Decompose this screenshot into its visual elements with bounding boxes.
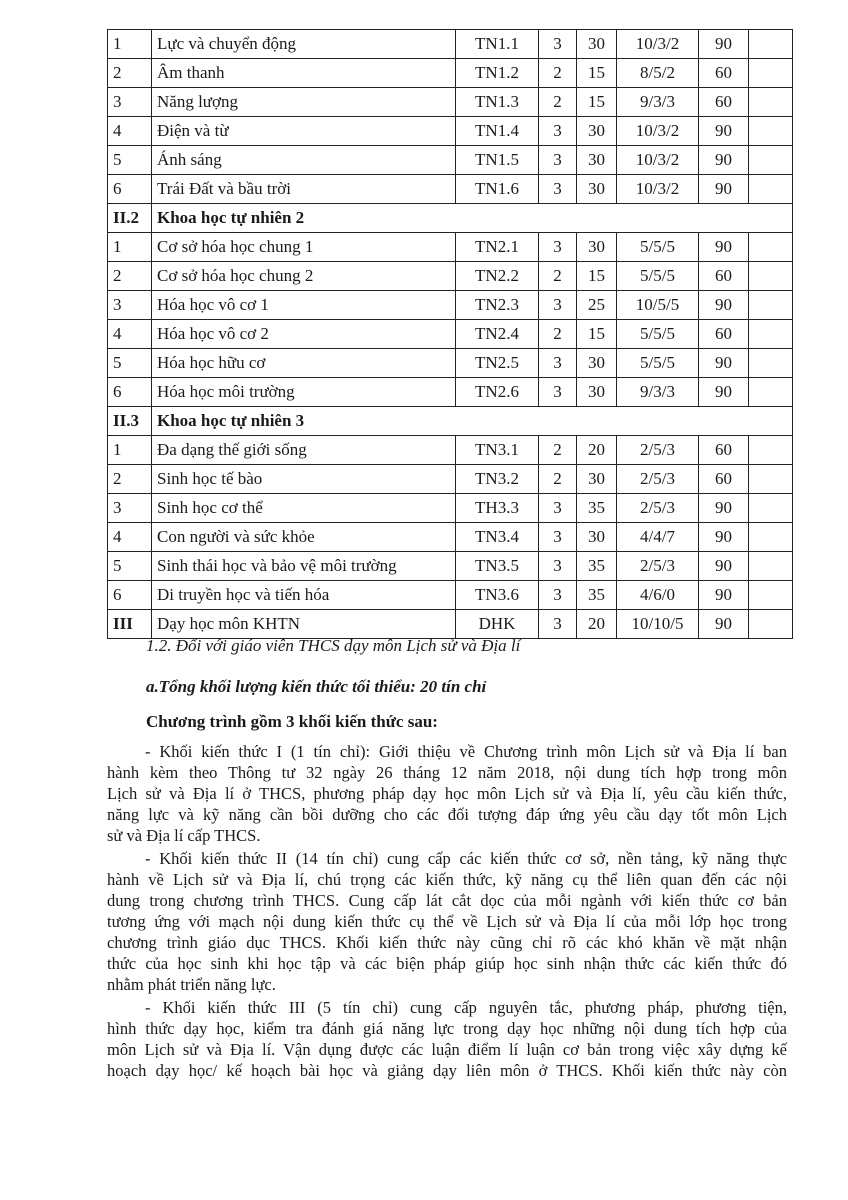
total-hours-cell: 90 (699, 117, 749, 146)
note-cell (749, 117, 793, 146)
paragraph-line: hình thức dạy học, kiểm tra đánh giá năng lực trong dạy học những nội dung tích hợp của (107, 1019, 787, 1038)
hours-cell: 30 (577, 117, 617, 146)
curriculum-table (107, 29, 793, 639)
table-row (108, 581, 793, 610)
hours-cell: 30 (577, 349, 617, 378)
total-hours-cell: 90 (699, 233, 749, 262)
module-name-cell: Năng lượng (152, 88, 456, 117)
module-name-cell: Con người và sức khỏe (152, 523, 456, 552)
row-number-cell: 1 (108, 30, 152, 59)
paragraph-block-2 (107, 848, 787, 995)
table-row (108, 117, 793, 146)
module-name-cell: Cơ sở hóa học chung 1 (152, 233, 456, 262)
ratio-cell: 5/5/5 (617, 320, 699, 349)
module-name-cell: Hóa học hữu cơ (152, 349, 456, 378)
table-row (108, 88, 793, 117)
paragraph-line: thức của học sinh khi học tập và các biện pháp giúp học sinh nhận thức các kiến thức đó (107, 954, 787, 973)
module-code-cell: TN2.5 (456, 349, 539, 378)
table-row (108, 291, 793, 320)
hours-cell: 25 (577, 291, 617, 320)
credits-cell: 3 (539, 175, 577, 204)
paragraph-line: - Khối kiến thức III (5 tín chỉ) cung cấp nguyên tắc, phương pháp, phương tiện, (145, 998, 787, 1017)
module-name-cell: Hóa học vô cơ 2 (152, 320, 456, 349)
paragraph-line: năng lực và kỹ năng cần bồi dưỡng cho các đối tượng đáp ứng yêu cầu dạy tốt môn Lịch (107, 805, 787, 824)
total-hours-cell: 60 (699, 88, 749, 117)
module-code-cell: TN2.2 (456, 262, 539, 291)
curriculum-table-body (108, 30, 793, 639)
note-cell (749, 378, 793, 407)
table-row (108, 523, 793, 552)
ratio-cell: 5/5/5 (617, 233, 699, 262)
module-code-cell: TN1.2 (456, 59, 539, 88)
note-cell (749, 175, 793, 204)
note-cell (749, 465, 793, 494)
table-row (108, 436, 793, 465)
paragraph-line: dung trong chương trình THCS. Cung cấp lát cắt dọc của mỗi ngành với kiến thức cơ bản (107, 891, 787, 910)
module-name-cell: Lực và chuyển động (152, 30, 456, 59)
row-number-cell: 5 (108, 349, 152, 378)
ratio-cell: 10/3/2 (617, 117, 699, 146)
total-hours-cell: 90 (699, 378, 749, 407)
table-row (108, 610, 793, 639)
row-number-cell: 6 (108, 175, 152, 204)
total-hours-cell: 90 (699, 146, 749, 175)
total-hours-cell: 90 (699, 610, 749, 639)
module-name-cell: Di truyền học và tiến hóa (152, 581, 456, 610)
note-cell (749, 523, 793, 552)
note-cell (749, 349, 793, 378)
note-cell (749, 552, 793, 581)
paragraph-line: - Khối kiến thức I (1 tín chỉ): Giới thiệu về Chương trình môn Lịch sử và Địa lí ban (145, 742, 787, 761)
total-hours-cell: 90 (699, 175, 749, 204)
module-code-cell: TN1.5 (456, 146, 539, 175)
ratio-cell: 2/5/3 (617, 465, 699, 494)
row-number-cell: 2 (108, 465, 152, 494)
hours-cell: 15 (577, 59, 617, 88)
credits-cell: 3 (539, 117, 577, 146)
credits-cell: 3 (539, 581, 577, 610)
note-cell (749, 291, 793, 320)
ratio-cell: 9/3/3 (617, 378, 699, 407)
ratio-cell: 9/3/3 (617, 88, 699, 117)
paragraph-line: - Khối kiến thức II (14 tín chỉ) cung cấp các kiến thức cơ sở, nền tảng, kỹ năng thực (145, 849, 787, 868)
paragraph-line: hành kèm theo Thông tư 32 ngày 26 tháng 12 năm 2018, nội dung tích hợp trong môn (107, 763, 787, 782)
ratio-cell: 2/5/3 (617, 552, 699, 581)
credits-cell: 3 (539, 523, 577, 552)
table-section-row (108, 204, 793, 233)
total-hours-cell: 60 (699, 436, 749, 465)
table-row (108, 494, 793, 523)
paragraph-line: môn Lịch sử và Địa lí. Vận dụng được các luận điểm lí luận cơ bản trong việc xây dựng kế (107, 1040, 787, 1059)
paragraph-line: hành về Lịch sử và Địa lí, chú trọng các kiến thức, kỹ năng cụ thể liên quan đến các nội (107, 870, 787, 889)
ratio-cell: 10/10/5 (617, 610, 699, 639)
total-hours-cell: 60 (699, 320, 749, 349)
table-row (108, 552, 793, 581)
credits-cell: 2 (539, 320, 577, 349)
ratio-cell: 10/3/2 (617, 175, 699, 204)
module-code-cell: TN3.5 (456, 552, 539, 581)
row-number-cell: 6 (108, 378, 152, 407)
total-hours-cell: 60 (699, 59, 749, 88)
total-credits-heading: a.Tổng khối lượng kiến thức tối thiểu: 20 tín chỉ (146, 677, 487, 696)
row-number-cell: 3 (108, 88, 152, 117)
hours-cell: 30 (577, 523, 617, 552)
paragraph-line: nhằm phát triển năng lực. (107, 975, 276, 994)
hours-cell: 30 (577, 175, 617, 204)
ratio-cell: 2/5/3 (617, 436, 699, 465)
module-code-cell: TH3.3 (456, 494, 539, 523)
module-name-cell: Cơ sở hóa học chung 2 (152, 262, 456, 291)
module-name-cell: Hóa học môi trường (152, 378, 456, 407)
row-number-cell: III (108, 610, 152, 639)
credits-cell: 3 (539, 494, 577, 523)
table-row (108, 175, 793, 204)
note-cell (749, 88, 793, 117)
total-hours-cell: 90 (699, 581, 749, 610)
ratio-cell: 5/5/5 (617, 262, 699, 291)
note-cell (749, 146, 793, 175)
note-cell (749, 262, 793, 291)
hours-cell: 30 (577, 465, 617, 494)
module-code-cell: TN2.6 (456, 378, 539, 407)
ratio-cell: 10/5/5 (617, 291, 699, 320)
module-name-cell: Dạy học môn KHTN (152, 610, 456, 639)
hours-cell: 15 (577, 320, 617, 349)
module-code-cell: TN2.3 (456, 291, 539, 320)
module-name-cell: Điện và từ (152, 117, 456, 146)
table-row (108, 262, 793, 291)
credits-cell: 2 (539, 465, 577, 494)
row-number-cell: 5 (108, 146, 152, 175)
paragraph-line: tương ứng với mạch nội dung kiến thức cụ thể về Lịch sử và Địa lí của mỗi lớp học trong (107, 912, 787, 931)
ratio-cell: 5/5/5 (617, 349, 699, 378)
row-number-cell: 3 (108, 291, 152, 320)
module-code-cell: TN1.6 (456, 175, 539, 204)
total-hours-cell: 60 (699, 262, 749, 291)
ratio-cell: 8/5/2 (617, 59, 699, 88)
credits-cell: 3 (539, 610, 577, 639)
note-cell (749, 436, 793, 465)
ratio-cell: 10/3/2 (617, 30, 699, 59)
module-code-cell: DHK (456, 610, 539, 639)
blocks-heading: Chương trình gồm 3 khối kiến thức sau: (146, 712, 438, 731)
paragraph-line: sử và Địa lí cấp THCS. (107, 826, 261, 845)
total-hours-cell: 90 (699, 552, 749, 581)
hours-cell: 30 (577, 233, 617, 262)
module-code-cell: TN1.4 (456, 117, 539, 146)
total-hours-cell: 60 (699, 465, 749, 494)
table-row (108, 59, 793, 88)
hours-cell: 20 (577, 610, 617, 639)
module-name-cell: Sinh thái học và bảo vệ môi trường (152, 552, 456, 581)
note-cell (749, 30, 793, 59)
module-code-cell: TN3.2 (456, 465, 539, 494)
row-number-cell: 2 (108, 262, 152, 291)
hours-cell: 35 (577, 552, 617, 581)
module-code-cell: TN2.4 (456, 320, 539, 349)
row-number-cell: 4 (108, 320, 152, 349)
note-cell (749, 494, 793, 523)
note-cell (749, 59, 793, 88)
section-title-cell: Khoa học tự nhiên 3 (152, 407, 793, 436)
hours-cell: 30 (577, 146, 617, 175)
module-name-cell: Trái Đất và bầu trời (152, 175, 456, 204)
credits-cell: 3 (539, 349, 577, 378)
table-row (108, 378, 793, 407)
credits-cell: 2 (539, 59, 577, 88)
paragraph-block-1 (107, 741, 787, 846)
paragraph-line: Lịch sử và Địa lí ở THCS, phương pháp dạy học môn Lịch sử và Địa lí, yêu cầu kiến thức, (107, 784, 787, 803)
credits-cell: 2 (539, 88, 577, 117)
module-code-cell: TN3.1 (456, 436, 539, 465)
hours-cell: 30 (577, 30, 617, 59)
table-row (108, 30, 793, 59)
hours-cell: 20 (577, 436, 617, 465)
row-number-cell: 2 (108, 59, 152, 88)
paragraph-line: chương trình giáo dục THCS. Khối kiến thức này cũng chỉ rõ các khó khăn về mặt nhận (107, 933, 787, 952)
note-cell (749, 610, 793, 639)
table-row (108, 233, 793, 262)
hours-cell: 35 (577, 581, 617, 610)
module-name-cell: Hóa học vô cơ 1 (152, 291, 456, 320)
total-hours-cell: 90 (699, 523, 749, 552)
row-number-cell: 4 (108, 523, 152, 552)
section-caption: 1.2. Đối với giáo viên THCS dạy môn Lịch sử và Địa lí (146, 636, 521, 655)
ratio-cell: 4/4/7 (617, 523, 699, 552)
credits-cell: 3 (539, 552, 577, 581)
table-row (108, 349, 793, 378)
table-row (108, 465, 793, 494)
module-name-cell: Âm thanh (152, 59, 456, 88)
note-cell (749, 581, 793, 610)
module-code-cell: TN1.3 (456, 88, 539, 117)
credits-cell: 3 (539, 233, 577, 262)
note-cell (749, 320, 793, 349)
module-code-cell: TN2.1 (456, 233, 539, 262)
table-row (108, 146, 793, 175)
paragraph-block-3 (107, 997, 787, 1081)
module-code-cell: TN3.4 (456, 523, 539, 552)
hours-cell: 35 (577, 494, 617, 523)
total-hours-cell: 90 (699, 30, 749, 59)
table-row (108, 320, 793, 349)
total-hours-cell: 90 (699, 349, 749, 378)
credits-cell: 3 (539, 146, 577, 175)
ratio-cell: 2/5/3 (617, 494, 699, 523)
note-cell (749, 233, 793, 262)
module-code-cell: TN1.1 (456, 30, 539, 59)
credits-cell: 2 (539, 436, 577, 465)
module-name-cell: Ánh sáng (152, 146, 456, 175)
section-number-cell: II.3 (108, 407, 152, 436)
row-number-cell: 4 (108, 117, 152, 146)
section-title-cell: Khoa học tự nhiên 2 (152, 204, 793, 233)
row-number-cell: 6 (108, 581, 152, 610)
hours-cell: 30 (577, 378, 617, 407)
total-hours-cell: 90 (699, 291, 749, 320)
module-code-cell: TN3.6 (456, 581, 539, 610)
module-name-cell: Sinh học cơ thể (152, 494, 456, 523)
credits-cell: 3 (539, 291, 577, 320)
hours-cell: 15 (577, 88, 617, 117)
total-hours-cell: 90 (699, 494, 749, 523)
row-number-cell: 5 (108, 552, 152, 581)
credits-cell: 2 (539, 262, 577, 291)
hours-cell: 15 (577, 262, 617, 291)
module-name-cell: Đa dạng thế giới sống (152, 436, 456, 465)
ratio-cell: 10/3/2 (617, 146, 699, 175)
row-number-cell: 1 (108, 233, 152, 262)
module-name-cell: Sinh học tế bào (152, 465, 456, 494)
row-number-cell: 1 (108, 436, 152, 465)
table-section-row (108, 407, 793, 436)
credits-cell: 3 (539, 30, 577, 59)
row-number-cell: 3 (108, 494, 152, 523)
paragraph-line: hoạch dạy học/ kế hoạch bài học và giảng dạy liên môn ở THCS. Khối kiến thức này còn (107, 1061, 787, 1080)
section-number-cell: II.2 (108, 204, 152, 233)
credits-cell: 3 (539, 378, 577, 407)
ratio-cell: 4/6/0 (617, 581, 699, 610)
